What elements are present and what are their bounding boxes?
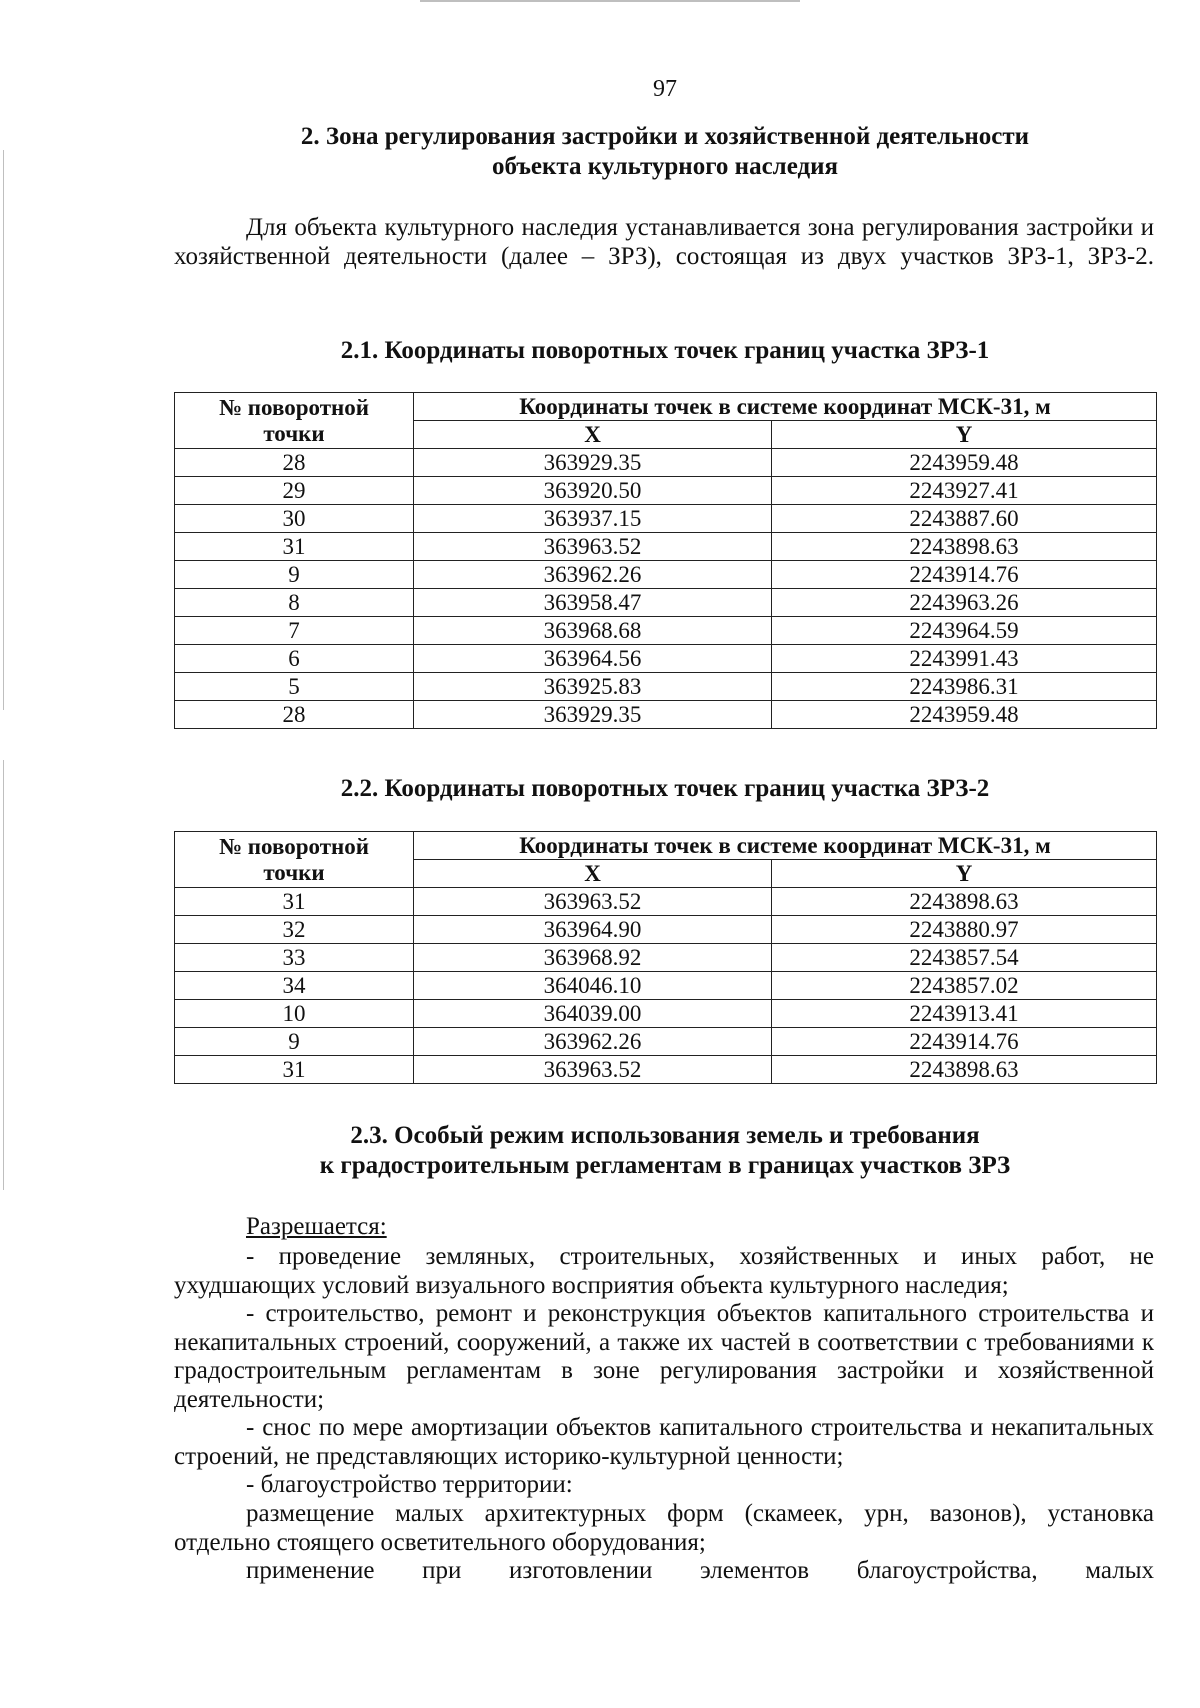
page-number: 97 bbox=[653, 76, 677, 102]
y-coordinate-cell: 2243959.48 bbox=[772, 449, 1157, 477]
x-coordinate-cell: 363962.26 bbox=[414, 1028, 772, 1056]
point-number-cell: 6 bbox=[175, 645, 414, 673]
y-coordinate-cell: 2243857.54 bbox=[772, 944, 1157, 972]
y-coordinate-cell: 2243959.48 bbox=[772, 701, 1157, 729]
scan-edge-top bbox=[420, 0, 800, 2]
x-coordinate-cell: 363962.26 bbox=[414, 561, 772, 589]
y-coordinate-cell: 2243898.63 bbox=[772, 888, 1157, 916]
allowed-label-text: Разрешается: bbox=[246, 1213, 387, 1240]
y-coordinate-cell: 2243898.63 bbox=[772, 533, 1157, 561]
header-y: Y bbox=[772, 860, 1157, 888]
allowed-item-1: - проведение земляных, строительных, хозяйственных и иных работ, не ухудшающих условий визуального восприятия объекта культурного наследия; bbox=[174, 1243, 1154, 1299]
point-number-cell: 32 bbox=[175, 916, 414, 944]
table-row bbox=[175, 589, 1157, 617]
table-row bbox=[175, 1028, 1157, 1056]
table-row bbox=[175, 972, 1157, 1000]
table-row bbox=[175, 701, 1157, 729]
header-coordinates: Координаты точек в системе координат МСК-31, м bbox=[414, 832, 1157, 860]
table-row bbox=[175, 1056, 1157, 1084]
x-coordinate-cell: 363963.52 bbox=[414, 1056, 772, 1084]
intro-text: Для объекта культурного наследия устанавливается зона регулирования застройки и хозяйственной деятельности (далее – ЗРЗ), состоящая из двух участков ЗРЗ-1, ЗРЗ-2. bbox=[174, 214, 1154, 270]
y-coordinate-cell: 2243991.43 bbox=[772, 645, 1157, 673]
allowed-item-5: размещение малых архитектурных форм (скамеек, урн, вазонов), установка отдельно стоящего осветительного оборудования; bbox=[174, 1500, 1154, 1556]
y-coordinate-cell: 2243857.02 bbox=[772, 972, 1157, 1000]
header-point-number bbox=[175, 393, 414, 449]
main-heading-line-2: объекта культурного наследия bbox=[491, 153, 839, 180]
table-row bbox=[175, 944, 1157, 972]
zrz2-coordinates-table bbox=[174, 831, 1157, 1084]
header-point-number-line-1: № поворотной bbox=[218, 394, 370, 420]
point-number-cell: 28 bbox=[175, 701, 414, 729]
allowed-item-2: - строительство, ремонт и реконструкция объектов капитального строительства и некапитальных строений, сооружений, а также их частей в соответствии с требованиями к градостроительным регламентам в зоне регулирования застройки и хозяйственной деятельности; bbox=[174, 1300, 1154, 1413]
x-coordinate-cell: 363963.52 bbox=[414, 533, 772, 561]
header-point-number-line-2: точки bbox=[263, 420, 325, 446]
header-point-number bbox=[175, 832, 414, 888]
y-coordinate-cell: 2243914.76 bbox=[772, 1028, 1157, 1056]
main-heading-line-1: 2. Зона регулирования застройки и хозяйственной деятельности bbox=[300, 123, 1030, 150]
x-coordinate-cell: 363958.47 bbox=[414, 589, 772, 617]
table-row bbox=[175, 673, 1157, 701]
point-number-cell: 33 bbox=[175, 944, 414, 972]
table-row bbox=[175, 645, 1157, 673]
y-coordinate-cell: 2243887.60 bbox=[772, 505, 1157, 533]
x-coordinate-cell: 363920.50 bbox=[414, 477, 772, 505]
header-y: Y bbox=[772, 421, 1157, 449]
x-coordinate-cell: 364046.10 bbox=[414, 972, 772, 1000]
y-coordinate-cell: 2243964.59 bbox=[772, 617, 1157, 645]
x-coordinate-cell: 363963.52 bbox=[414, 888, 772, 916]
header-point-number-line-1: № поворотной bbox=[218, 833, 370, 859]
allowed-item-3: - снос по мере амортизации объектов капитального строительства и некапитальных строений, не представляющих историко-культурной ценности; bbox=[174, 1414, 1154, 1470]
intro-paragraph bbox=[174, 214, 1154, 271]
x-coordinate-cell: 363937.15 bbox=[414, 505, 772, 533]
table-row bbox=[175, 505, 1157, 533]
x-coordinate-cell: 364039.00 bbox=[414, 1000, 772, 1028]
y-coordinate-cell: 2243986.31 bbox=[772, 673, 1157, 701]
header-x: X bbox=[414, 421, 772, 449]
allowed-item-6: применение при изготовлении элементов благоустройства, малых bbox=[246, 1557, 1154, 1584]
header-point-number-line-2: точки bbox=[263, 859, 325, 885]
point-number-cell: 31 bbox=[175, 533, 414, 561]
y-coordinate-cell: 2243914.76 bbox=[772, 561, 1157, 589]
point-number-cell: 8 bbox=[175, 589, 414, 617]
point-number-cell: 31 bbox=[175, 1056, 414, 1084]
zrz1-coordinates-table bbox=[174, 392, 1157, 729]
y-coordinate-cell: 2243880.97 bbox=[772, 916, 1157, 944]
main-heading bbox=[0, 122, 1200, 182]
scan-edge-left-1 bbox=[3, 150, 4, 710]
x-coordinate-cell: 363929.35 bbox=[414, 701, 772, 729]
table-row bbox=[175, 916, 1157, 944]
zrz1-table-body bbox=[175, 449, 1157, 729]
point-number-cell: 10 bbox=[175, 1000, 414, 1028]
x-coordinate-cell: 363925.83 bbox=[414, 673, 772, 701]
x-coordinate-cell: 363968.68 bbox=[414, 617, 772, 645]
table-row bbox=[175, 533, 1157, 561]
allowed-item-4: - благоустройство территории: bbox=[246, 1471, 573, 1498]
allowed-label bbox=[246, 1213, 646, 1242]
y-coordinate-cell: 2243927.41 bbox=[772, 477, 1157, 505]
section2-title: 2.2. Координаты поворотных точек границ участка ЗРЗ-2 bbox=[340, 775, 990, 802]
table-row bbox=[175, 617, 1157, 645]
table-row bbox=[175, 449, 1157, 477]
zrz2-table-body bbox=[175, 888, 1157, 1084]
y-coordinate-cell: 2243913.41 bbox=[772, 1000, 1157, 1028]
point-number-cell: 29 bbox=[175, 477, 414, 505]
point-number-cell: 28 bbox=[175, 449, 414, 477]
point-number-cell: 31 bbox=[175, 888, 414, 916]
header-x: X bbox=[414, 860, 772, 888]
point-number-cell: 30 bbox=[175, 505, 414, 533]
point-number-cell: 5 bbox=[175, 673, 414, 701]
section3-title-line-2: к градостроительным регламентам в границах участков ЗРЗ bbox=[319, 1152, 1011, 1179]
y-coordinate-cell: 2243898.63 bbox=[772, 1056, 1157, 1084]
table-row bbox=[175, 1000, 1157, 1028]
section3-title bbox=[0, 1121, 1200, 1181]
section1-title: 2.1. Координаты поворотных точек границ участка ЗРЗ-1 bbox=[340, 337, 990, 364]
point-number-cell: 34 bbox=[175, 972, 414, 1000]
header-coordinates: Координаты точек в системе координат МСК-31, м bbox=[414, 393, 1157, 421]
x-coordinate-cell: 363964.56 bbox=[414, 645, 772, 673]
point-number-cell: 9 bbox=[175, 1028, 414, 1056]
table-row bbox=[175, 477, 1157, 505]
x-coordinate-cell: 363968.92 bbox=[414, 944, 772, 972]
y-coordinate-cell: 2243963.26 bbox=[772, 589, 1157, 617]
section3-title-line-1: 2.3. Особый режим использования земель и требования bbox=[350, 1122, 980, 1149]
x-coordinate-cell: 363929.35 bbox=[414, 449, 772, 477]
table-row bbox=[175, 888, 1157, 916]
point-number-cell: 9 bbox=[175, 561, 414, 589]
point-number-cell: 7 bbox=[175, 617, 414, 645]
x-coordinate-cell: 363964.90 bbox=[414, 916, 772, 944]
table-row bbox=[175, 561, 1157, 589]
